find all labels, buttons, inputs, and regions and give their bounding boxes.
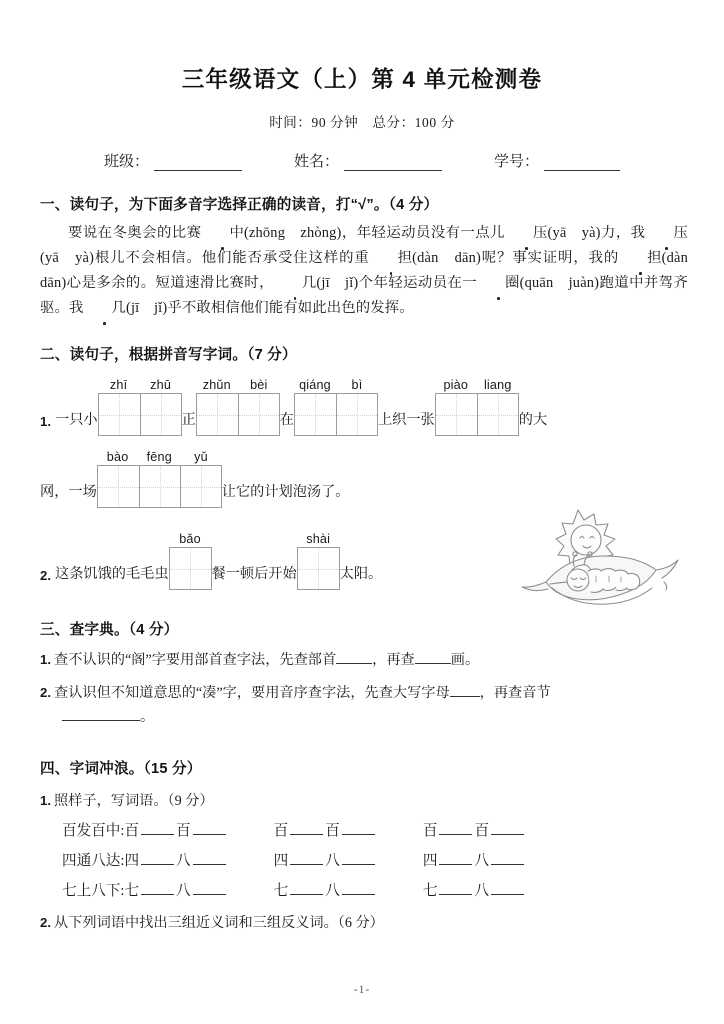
sentence-text: 一只小	[55, 412, 98, 428]
answer-blank[interactable]	[290, 852, 323, 865]
passage-text: 呢？事实证明，我的	[480, 250, 620, 266]
student-number-label: 学号：	[494, 154, 540, 170]
name-label: 姓名：	[293, 154, 339, 170]
pinyin-choice[interactable]: (jī jǐ)	[125, 300, 168, 316]
answer-grid-baofengyu[interactable]	[97, 450, 222, 508]
idiom-row	[40, 879, 688, 900]
answer-grid-zhunbei[interactable]	[196, 378, 280, 436]
section-4-q2-prompt	[40, 912, 688, 932]
page-number: -1-	[353, 984, 371, 996]
pinyin-syllable: shài	[306, 532, 331, 546]
pinyin-choice[interactable]: (zhōng zhòng)	[243, 225, 342, 241]
idiom-fixed-char: 八	[176, 883, 191, 899]
pinyin-syllable: bǎo	[179, 532, 201, 546]
section-2-q2	[40, 532, 688, 590]
answer-blank[interactable]	[491, 882, 524, 895]
idiom-fixed-char: 八	[176, 853, 191, 869]
tianzige-grid[interactable]	[196, 393, 280, 436]
answer-blank[interactable]	[62, 708, 140, 721]
idiom-fixed-char: 百	[273, 823, 289, 839]
idiom-fixed-char: 七	[273, 883, 289, 899]
passage-text: ，年轻运动员没有一点儿	[341, 225, 505, 241]
grid-cell[interactable]	[139, 466, 180, 507]
grid-cell[interactable]	[197, 394, 238, 435]
idiom-fixed-char: 四	[273, 853, 289, 869]
pinyin-choice[interactable]: (yā yà)	[40, 250, 95, 266]
polyphone-char: 压	[646, 221, 689, 246]
answer-blank[interactable]	[491, 822, 524, 835]
exam-meta	[0, 111, 724, 131]
idiom-fixed-char: 百	[325, 823, 340, 839]
idiom-fixed-char: 百	[124, 823, 140, 839]
name-input-blank[interactable]	[344, 157, 442, 171]
class-field	[104, 150, 242, 171]
answer-blank[interactable]	[193, 822, 226, 835]
class-input-blank[interactable]	[154, 157, 242, 171]
idiom-answer-group[interactable]	[423, 879, 526, 900]
question-text: 查认识但不知道意思的“凑”字，要用音序查字法，先查大写字母	[54, 685, 450, 701]
idiom-fixed-char: 四	[422, 853, 438, 869]
student-info-row	[0, 150, 724, 171]
question-number: 1.	[40, 652, 51, 667]
section-3-q2	[40, 681, 688, 729]
question-text: ，再查音节	[479, 685, 551, 701]
pinyin-hint	[297, 532, 340, 546]
section-1-heading: 一、读句子，为下面多音字选择正确的读音，打“√”。（4 分）	[40, 197, 439, 213]
student-number-input-blank[interactable]	[544, 157, 620, 171]
answer-blank[interactable]	[342, 822, 375, 835]
question-text: 画。	[450, 652, 480, 668]
section-2-heading: 二、读句子，根据拼音写字词。（7 分）	[40, 347, 297, 363]
sentence-text: 网，一场	[40, 484, 97, 500]
pinyin-syllable: bào	[106, 450, 129, 464]
tianzige-grid[interactable]	[294, 393, 378, 436]
answer-blank[interactable]	[141, 852, 174, 865]
answer-blank[interactable]	[336, 651, 372, 664]
idiom-fixed-char: 百	[176, 823, 191, 839]
answer-blank[interactable]	[193, 852, 226, 865]
question-text: 查不认识的“阁”字要用部首查字法，先查部首	[54, 652, 337, 668]
answer-blank[interactable]	[415, 651, 451, 664]
question-number: 1.	[40, 793, 51, 808]
grid-cell[interactable]	[140, 394, 181, 435]
answer-blank[interactable]	[141, 822, 174, 835]
polyphone-char: 中	[201, 221, 244, 246]
passage-text: 力，我	[600, 225, 646, 241]
answer-blank[interactable]	[342, 882, 375, 895]
pinyin-hint	[196, 378, 280, 392]
idiom-example: 四通八达:	[62, 853, 125, 869]
pinyin-choice[interactable]: (dàn dān)	[412, 250, 481, 266]
class-label: 班级：	[103, 154, 149, 170]
sentence-text: 正	[181, 412, 196, 428]
grid-cell[interactable]	[298, 548, 339, 589]
idiom-answer-group[interactable]	[423, 819, 526, 840]
passage-text: 心是多余的。短道速滑比赛时，	[66, 275, 274, 291]
pinyin-choice[interactable]: (quān juàn)	[519, 275, 600, 291]
section-2-q1-line2	[40, 450, 688, 508]
polyphone-char: 担	[370, 246, 413, 271]
pinyin-syllable: bèi	[250, 378, 268, 392]
pinyin-syllable: zhī	[109, 378, 128, 392]
pinyin-syllable: bì	[351, 378, 363, 392]
answer-grid-bao[interactable]	[169, 532, 212, 590]
passage-text: 跑道中并驾齐驱。我	[40, 275, 688, 316]
idiom-fixed-char: 百	[474, 823, 490, 839]
sentence-text: 太阳。	[339, 566, 383, 582]
total-score-label: 总分：100 分	[372, 115, 455, 130]
section-2-q1-line1	[40, 378, 688, 436]
grid-cell[interactable]	[99, 394, 140, 435]
idiom-answer-group[interactable]	[124, 849, 227, 870]
grid-cell[interactable]	[170, 548, 211, 589]
grid-cell[interactable]	[336, 394, 377, 435]
idiom-fixed-char: 八	[474, 853, 490, 869]
idiom-row	[40, 819, 688, 840]
question-text: ，再查	[372, 652, 415, 668]
answer-blank[interactable]	[342, 852, 375, 865]
polyphone-char: 压	[505, 221, 548, 246]
pinyin-hint	[97, 450, 222, 464]
answer-blank[interactable]	[439, 882, 472, 895]
answer-blank[interactable]	[450, 684, 480, 697]
pinyin-syllable: zhǔn	[202, 378, 231, 392]
name-field	[294, 150, 442, 171]
exam-body	[0, 193, 724, 932]
sentence-text: 餐一顿后开始	[211, 566, 297, 582]
sentence-text: 上织一张	[377, 412, 435, 428]
pinyin-syllable: liang	[483, 378, 512, 392]
grid-cell[interactable]	[98, 466, 139, 507]
answer-grid-shai[interactable]	[297, 532, 340, 590]
pinyin-syllable: piào	[443, 378, 469, 392]
grid-cell[interactable]	[238, 394, 279, 435]
section-4-q1-prompt	[40, 790, 688, 810]
pinyin-hint	[98, 378, 182, 392]
idiom-fixed-char: 四	[124, 853, 140, 869]
idiom-answer-group[interactable]	[274, 819, 377, 840]
sentence-text: 在	[279, 412, 294, 428]
grid-cell[interactable]	[436, 394, 477, 435]
idiom-example: 七上八下:	[62, 883, 125, 899]
question-text: 。	[140, 709, 155, 725]
answer-grid-zhizhu[interactable]	[98, 378, 182, 436]
pinyin-choice[interactable]: (jī jǐ)	[316, 275, 359, 291]
pinyin-syllable: qiáng	[299, 378, 331, 392]
pinyin-hint	[294, 378, 378, 392]
tianzige-grid[interactable]	[435, 393, 519, 436]
tianzige-grid[interactable]	[97, 465, 222, 508]
idiom-answer-group[interactable]	[124, 819, 227, 840]
question-number: 2.	[40, 685, 51, 700]
answer-blank[interactable]	[141, 882, 174, 895]
tianzige-grid[interactable]	[98, 393, 182, 436]
polyphone-char: 担	[619, 246, 662, 271]
tianzige-grid[interactable]	[169, 547, 212, 590]
question-text: 照样子，写词语。（9 分）	[54, 793, 214, 809]
section-3-q1	[40, 648, 688, 672]
idiom-fixed-char: 八	[325, 853, 340, 869]
section-3-heading: 三、查字典。（4 分）	[40, 622, 179, 638]
answer-grid-piaoliang[interactable]	[435, 378, 519, 436]
passage-text: 根儿不会相信。他们能否承受住这样的重	[94, 250, 370, 266]
pinyin-hint	[169, 532, 212, 546]
answer-grid-qiangbi[interactable]	[294, 378, 378, 436]
idiom-fixed-char: 百	[422, 823, 438, 839]
pinyin-choice[interactable]: (dàn dān)	[40, 250, 703, 291]
student-number-field	[494, 150, 620, 171]
polyphone-char: 几	[274, 271, 317, 296]
answer-blank[interactable]	[290, 822, 323, 835]
question-text: 从下列词语中找出三组近义词和三组反义词。（6 分）	[54, 915, 384, 931]
idiom-example: 百发百中:	[62, 823, 125, 839]
sentence-text: 这条饥饿的毛毛虫	[55, 566, 169, 582]
sentence-text: 的大	[518, 412, 548, 428]
pinyin-syllable: zhū	[150, 378, 172, 392]
answer-blank[interactable]	[290, 882, 323, 895]
idiom-answer-group[interactable]	[124, 879, 227, 900]
polyphone-char: 几	[83, 296, 126, 321]
question-number: 2.	[40, 915, 51, 930]
answer-blank[interactable]	[439, 822, 472, 835]
grid-cell[interactable]	[180, 466, 221, 507]
tianzige-grid[interactable]	[297, 547, 340, 590]
passage-text: 要说在冬奥会的比赛	[68, 225, 202, 241]
idiom-fixed-char: 八	[474, 883, 490, 899]
section-1-passage	[40, 221, 703, 321]
question-number: 1.	[40, 414, 51, 429]
answer-blank[interactable]	[439, 852, 472, 865]
answer-blank[interactable]	[193, 882, 226, 895]
idiom-answer-group[interactable]	[274, 879, 377, 900]
idiom-fixed-char: 七	[422, 883, 438, 899]
pinyin-choice[interactable]: (yā yà)	[547, 225, 601, 241]
sentence-text: 让它的计划泡汤了。	[221, 484, 350, 500]
grid-cell[interactable]	[295, 394, 336, 435]
section-4-heading: 四、字词冲浪。（15 分）	[40, 761, 202, 777]
question-number: 2.	[40, 568, 51, 583]
polyphone-char: 圈	[477, 271, 520, 296]
idiom-answer-group[interactable]	[274, 849, 377, 870]
page-title: 三年级语文（上）第 4 单元检测卷	[181, 67, 543, 92]
passage-text: 个年轻运动员在一	[358, 275, 478, 291]
idiom-row	[40, 849, 688, 870]
passage-text: 乎不敢相信他们能有如此出色的发挥。	[167, 300, 414, 316]
pinyin-syllable: yǔ	[194, 450, 208, 464]
idiom-fixed-char: 七	[124, 883, 140, 899]
pinyin-syllable: fēng	[146, 450, 172, 464]
pinyin-hint	[435, 378, 519, 392]
time-label: 时间：90 分钟	[269, 115, 359, 130]
answer-blank[interactable]	[491, 852, 524, 865]
grid-cell[interactable]	[477, 394, 518, 435]
idiom-fixed-char: 八	[325, 883, 340, 899]
idiom-answer-group[interactable]	[423, 849, 526, 870]
